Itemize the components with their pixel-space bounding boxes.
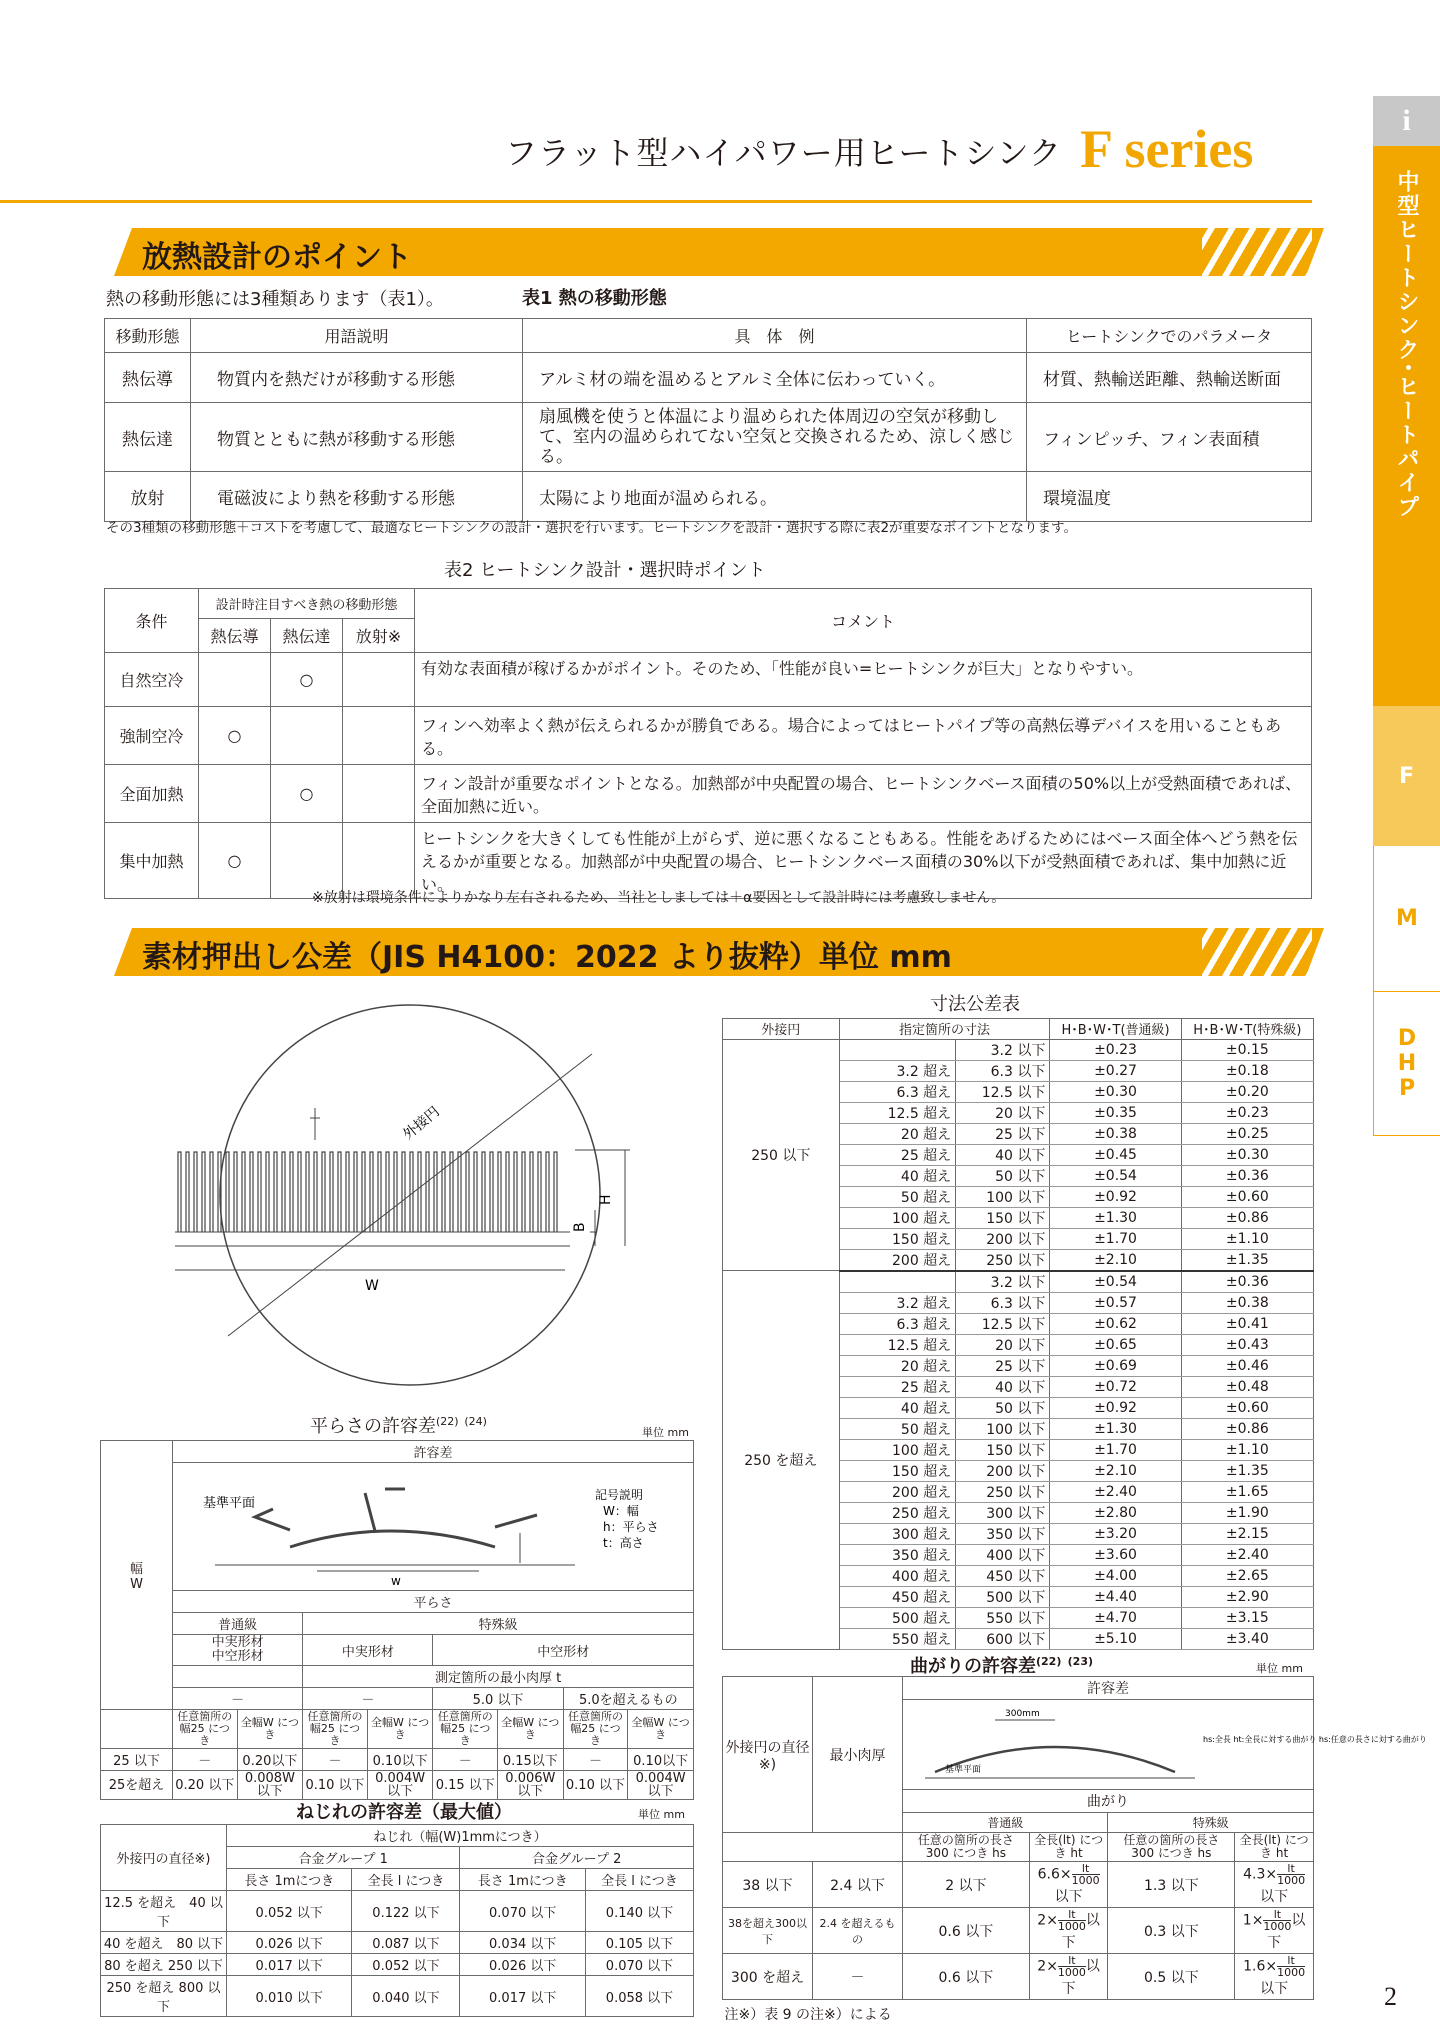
dim-row: 250 超え 300 以下 ±2.80 ±1.90	[723, 1502, 1314, 1523]
table-cell: 0.15以下	[498, 1749, 564, 1771]
side-tab-dhp[interactable]: DHP	[1373, 992, 1440, 1136]
dim-row: 250 以下 3.2 以下 ±0.23 ±0.15	[723, 1039, 1314, 1060]
table-cell: 0.006W 以下	[498, 1771, 564, 1800]
page-number: 2	[1384, 1982, 1397, 2011]
table-row: 40 を超え 80 以下 0.026 以下 0.087 以下 0.034 以下 0.105 以下	[101, 1932, 694, 1954]
diagram-h-label: H	[598, 1194, 614, 1205]
table-cell: 0.10 以下	[563, 1771, 628, 1800]
dim-group-label: 250 を超え	[723, 1271, 840, 1650]
dim-row: 25 超え 40 以下 ±0.72 ±0.48	[723, 1376, 1314, 1397]
mark: ○	[271, 653, 343, 707]
table-cell: 測定箇所の最小肉厚 t	[303, 1666, 694, 1688]
table1-caption: 表1 熱の移動形態	[522, 288, 667, 309]
dim-row: 300 超え 350 以下 ±3.20 ±2.15	[723, 1523, 1314, 1544]
th-sub: 放射※	[343, 618, 415, 652]
side-index-tab[interactable]: i	[1373, 96, 1440, 146]
bend-diagram	[905, 1702, 1427, 1788]
section-title: 放熱設計のポイント	[142, 240, 412, 275]
table-cell: －	[173, 1749, 238, 1771]
table-cell: 合金グループ 2	[460, 1847, 694, 1869]
flat-caption: 平らさの許容差$^{(22)}$ $^{(24)}$	[310, 1415, 487, 1437]
heatsink-profile-diagram	[170, 1000, 640, 1390]
table-cell: 材質、熱輸送距離、熱輸送断面	[1027, 353, 1312, 403]
svg-text:基準平面: 基準平面	[203, 1495, 256, 1511]
table-cell: 25を超え	[101, 1771, 173, 1800]
table-row: 12.5 を超え 40 以下 0.052 以下 0.122 以下 0.070 以下 0.140 以下	[101, 1891, 694, 1932]
table-cell: 扇風機を使うと体温により温められた体周辺の空気が移動して、室内の温められてない空気と交換されるため、涼しく感じる。	[523, 403, 1027, 472]
table-row: 80 を超え 250 以下 0.017 以下 0.052 以下 0.026 以下 0.070 以下	[101, 1954, 694, 1976]
width-header: 幅 W	[101, 1441, 173, 1710]
svg-text:基準平面: 基準平面	[945, 1764, 982, 1775]
table-cell: 25 以下	[101, 1749, 173, 1771]
side-tab-f[interactable]: F	[1373, 706, 1440, 846]
table-cell: 有効な表面積が稼げるかがポイント。そのため、「性能が良い=ヒートシンクが巨大」となりやすい。	[415, 653, 1312, 707]
table-row: 38を超え300以下	[723, 1908, 1314, 1954]
twist-table: 外接円の直径※) ねじれ（幅(W)1mmにつき） 合金グループ 1 合金グループ 2 長さ 1mにつき 全長 l につき 長さ 1mにつき 全長 l につき 12.5 を超え 40 以下 0.052 以下 0.122 以下 0.070 以下 0.140 以下 40 を超え 80 以下 0.026 以下 0.087 以下 0.034 以下 0.105 以下 80 を超え 250 以下 0.017 以下 0.052 以下 0.026 以下 0.070 以下 250 を超え 800 以下 0.010 以下 0.040 以下 0.017 以下 0.058 以下	[100, 1824, 694, 2017]
svg-text:t：高さ: t：高さ	[603, 1535, 644, 1550]
th-group: 設計時注目すべき熱の移動形態	[199, 589, 415, 619]
dim-row: 200 超え 250 以下 ±2.10 ±1.35	[723, 1249, 1314, 1271]
table-row: 250 を超え 800 以下 0.010 以下 0.040 以下 0.017 以下 0.058 以下	[101, 1976, 694, 2017]
section-banner-tolerance	[100, 928, 1312, 976]
table-cell: 普通級	[173, 1613, 303, 1635]
table-cell: 中空形材	[433, 1635, 694, 1666]
design-points-table	[104, 588, 1312, 899]
table-cell: 0.10以下	[367, 1749, 433, 1771]
table-cell: 0.004W 以下	[628, 1771, 694, 1800]
table2-caption: 表2 ヒートシンク設計・選択時ポイント	[444, 560, 766, 581]
dim-row: 6.3 超え 12.5 以下 ±0.30 ±0.20	[723, 1081, 1314, 1102]
th-cond: 条件	[105, 589, 199, 653]
svg-text:W：幅: W：幅	[603, 1503, 639, 1518]
dim-row: 100 超え 150 以下 ±1.70 ±1.10	[723, 1439, 1314, 1460]
mark	[199, 765, 271, 823]
diagram-w-label: W	[365, 1278, 379, 1294]
dim-row: 450 超え 500 以下 ±4.40 ±2.90	[723, 1586, 1314, 1607]
table-cell: 最小肉厚	[813, 1677, 903, 1833]
flatness-diagram-cell	[173, 1463, 694, 1591]
diagram-b-label: B	[572, 1222, 588, 1232]
dim-row: 500 超え 550 以下 ±4.70 ±3.15	[723, 1607, 1314, 1628]
dim-row: 12.5 超え 20 以下 ±0.35 ±0.23	[723, 1102, 1314, 1123]
table-cell: 曲がり	[903, 1790, 1314, 1813]
table-cell: 熱伝達	[105, 403, 191, 472]
mark	[271, 707, 343, 765]
table-cell: 全面加熱	[105, 765, 199, 823]
table-cell: 許容差	[173, 1441, 694, 1463]
table-cell: 0.20 以下	[173, 1771, 238, 1800]
table-cell: 外接円の直径 ※)	[723, 1677, 813, 1833]
intro-text: 熱の移動形態には3種類あります（表1）。	[106, 289, 444, 310]
diagram-circum-label: 外接円	[400, 1103, 443, 1144]
dim-row: 20 超え 25 以下 ±0.69 ±0.46	[723, 1355, 1314, 1376]
note-text: ※放射は環境条件によりかなり左右されるため、当社としましては＋α要因として設計時には考慮致しません。	[312, 890, 1006, 906]
th-term: 用語説明	[191, 319, 523, 353]
table-cell: フィンピッチ、フィン表面積	[1027, 403, 1312, 472]
side-tab-m[interactable]: M	[1373, 846, 1440, 992]
mark: ○	[199, 707, 271, 765]
section-title: 素材押出し公差（JIS H4100：2022 より抜粋）単位 mm	[142, 940, 952, 975]
dim-row: 150 超え 200 以下 ±1.70 ±1.10	[723, 1228, 1314, 1249]
side-category-tab[interactable]: 中型ヒートシンク･ヒートパイプ	[1373, 146, 1440, 706]
table-cell: フィン設計が重要なポイントとなる。加熱部が中央配置の場合、ヒートシンクベース面積の50%以上が受熱面積であれば、全面加熱に近い。	[415, 765, 1312, 823]
dim-row: 40 超え 50 以下 ±0.92 ±0.60	[723, 1397, 1314, 1418]
svg-text:記号説明: 記号説明	[595, 1487, 644, 1502]
table-cell: 0.10以下	[628, 1749, 694, 1771]
bend-caption: 曲がりの許容差$^{(22)}$ $^{(23)}$	[910, 1655, 1094, 1677]
table-cell: －	[303, 1749, 368, 1771]
dim-row: 550 超え 600 以下 ±5.10 ±3.40	[723, 1628, 1314, 1649]
table-cell: 熱伝導	[105, 353, 191, 403]
dim-row: 50 超え 100 以下 ±0.92 ±0.60	[723, 1186, 1314, 1207]
dim-row: 100 超え 150 以下 ±1.30 ±0.86	[723, 1207, 1314, 1228]
svg-text:300mm: 300mm	[1005, 1708, 1040, 1719]
table-cell: ヒートシンクを大きくしても性能が上がらず、逆に悪くなることもある。性能をあげるためにはベース面全体へどう熱を伝えるかが重要となる。加熱部が中央配置の場合、ヒートシンクベース面積の30%以下が受熱面積であれば、集中加熱に近い。	[415, 823, 1312, 899]
mark	[343, 765, 415, 823]
table-cell: フィンへ効率よく熱が伝えられるかが勝負である。場合によってはヒートパイプ等の高熱伝導デバイスを用いることもある。	[415, 707, 1312, 765]
note-text: 注※）表 9 の注※）による	[724, 2007, 892, 2023]
header-rule	[0, 200, 1312, 203]
mark	[343, 707, 415, 765]
table-cell: 許容差	[903, 1677, 1314, 1700]
table-cell: 物質内を熱だけが移動する形態	[191, 353, 523, 403]
th-comment: コメント	[415, 589, 1312, 653]
th-sub: 熱伝達	[271, 618, 343, 652]
svg-text:w: w	[391, 1573, 401, 1588]
dim-row: 12.5 超え 20 以下 ±0.65 ±0.43	[723, 1334, 1314, 1355]
th-param: ヒートシンクでのパラメータ	[1027, 319, 1312, 353]
table-cell: 0.004W 以下	[367, 1771, 433, 1800]
bend-table: 外接円の直径 ※) 最小肉厚 許容差 300mm 基準平面 hs:全長 ht:全長に対する曲がり hs:任意の長さに対する曲がり 曲がり 普通級 特殊級 任意の箇所の長さ 300 につき hs 全長(lt) につき ht 任意の箇所の長さ 300 につき hs 全長(lt) につき ht 38 以下 2.4 以下 2 以下 6.6× $\frac{lt}{1000}$ 以下 1.3 以下 4.3× $\frac{lt}{1000}$ 以下 2.4 を超えるもの 0.6 以下 2× $\frac{lt}{1000}$ 以下 0.3 以下 1× $\frac{lt}{1000}$ 以下 38を超え300以下 300 を超え － 0.6 以下 2× $\frac{lt}{1000}$ 以下 0.5 以下 1.6× $\frac{lt}{1000}$ 以下 注※）表 9 の注※）による	[722, 1676, 1314, 2025]
mark: ○	[271, 765, 343, 823]
table-row: 38 以下 2.4 以下 2 以下 6.6× $\frac{lt}{1000}$ 以下 1.3 以下 4.3× $\frac{lt}{1000}$ 以下	[723, 1862, 1314, 1908]
th-mode: 移動形態	[105, 319, 191, 353]
mark	[199, 653, 271, 707]
dim-row: 250 を超え 3.2 以下 ±0.54 ±0.36	[723, 1271, 1314, 1293]
twist-caption: ねじれの許容差（最大値）	[296, 1802, 512, 1823]
table-cell: 電磁波により熱を移動する形態	[191, 472, 523, 522]
table-cell: 中実形材 中空形材	[173, 1635, 303, 1666]
dim-row: 25 超え 40 以下 ±0.45 ±0.30	[723, 1144, 1314, 1165]
dim-table-caption: 寸法公差表	[930, 994, 1020, 1015]
series-name: F series	[1080, 119, 1254, 179]
table-cell: 0.008W 以下	[237, 1771, 303, 1800]
table-cell: 0.10 以下	[303, 1771, 368, 1800]
table-cell: 外接円の直径※)	[101, 1825, 227, 1891]
th-sub: 熱伝導	[199, 618, 271, 652]
table-row: 300 を超え － 0.6 以下 2× $\frac{lt}{1000}$ 以下 0.5 以下 1.6× $\frac{lt}{1000}$ 以下	[723, 1954, 1314, 2000]
page-title: フラット型ハイパワー用ヒートシンク	[505, 134, 1063, 172]
section-banner-design	[100, 228, 1312, 276]
table-cell: －	[433, 1749, 498, 1771]
table-cell: 自然空冷	[105, 653, 199, 707]
table-cell: 集中加熱	[105, 823, 199, 899]
th-example: 具 体 例	[523, 319, 1027, 353]
table-cell: 0.15 以下	[433, 1771, 498, 1800]
table-cell: －	[563, 1749, 628, 1771]
svg-text:hs:全長 ht:全長に対する曲がり hs:任意の長さに対す: hs:全長 ht:全長に対する曲がり hs:任意の長さに対する曲がり	[1203, 1734, 1427, 1744]
flatness-table: 幅 W 許容差 基準平面 w 記号説明 W：幅 h：平らさ t：高さ 平らさ 普通級 特殊級 中実形材 中空形材 中実形材 中空形材 測定箇所の最小肉厚 t － － 5.0 以下 5.0を超えるもの 任意箇所の幅25 につき 全幅W につき 任意箇所の幅25 につき 全幅W につき 任意箇所の幅25 につき 全幅W につき 任意箇所の幅25 につき 全幅W につき 25 以下 － 0.20以下 － 0.10以下 － 0.15以下 － 0.10以下 25を超え 0.20 以下 0.008W 以下 0.10 以下 0.004W 以下 0.15 以下 0.006W 以下 0.10 以下 0.004W 以下	[100, 1440, 694, 1800]
table-cell: 太陽により地面が温められる。	[523, 472, 1027, 522]
mark	[343, 653, 415, 707]
table-cell: 特殊級	[303, 1613, 694, 1635]
table-cell: 中実形材	[303, 1635, 433, 1666]
mark: ○	[199, 823, 271, 899]
unit-label: 単位 mm	[642, 1426, 689, 1439]
svg-text:h：平らさ: h：平らさ	[603, 1519, 659, 1534]
note-text: その3種類の移動形態＋コストを考慮して、最適なヒートシンクの設計・選択を行います。ヒートシンクを設計・選択する際に表2が重要なポイントとなります。	[106, 520, 1077, 536]
unit-label: 単位 mm	[1256, 1662, 1303, 1675]
table-cell: 物質とともに熱が移動する形態	[191, 403, 523, 472]
table-cell: 強制空冷	[105, 707, 199, 765]
table-cell: 平らさ	[173, 1591, 694, 1613]
table-cell: 合金グループ 1	[227, 1847, 460, 1869]
dim-row: 150 超え 200 以下 ±2.10 ±1.35	[723, 1460, 1314, 1481]
dim-row: 3.2 超え 6.3 以下 ±0.27 ±0.18	[723, 1060, 1314, 1081]
dim-row: 6.3 超え 12.5 以下 ±0.62 ±0.41	[723, 1313, 1314, 1334]
table-cell: ねじれ（幅(W)1mmにつき）	[227, 1825, 694, 1847]
table-cell: 放射	[105, 472, 191, 522]
unit-label: 単位 mm	[638, 1808, 685, 1821]
dim-row: 20 超え 25 以下 ±0.38 ±0.25	[723, 1123, 1314, 1144]
dim-row: 350 超え 400 以下 ±3.60 ±2.40	[723, 1544, 1314, 1565]
dimension-tolerance-table: 外接円 指定箇所の寸法 H･B･W･T(普通級) H･B･W･T(特殊級) 250 以下 3.2 以下 ±0.23 ±0.15 3.2 超え 6.3 以下 ±0.27 ±0.18 6.3 超え 12.5 以下 ±0.30 ±0.20 12.5 超え 20 以下 ±0.35 ±0.23 20 超え 25 以下 ±0.38 ±0.25 25 超え 40 以下 ±0.45 ±0.30 40 超え 50 以下 ±0.54 ±0.36 50 超え 100 以下 ±0.92 ±0.60 100 超え 150 以下 ±1.30 ±0.86 150 超え 200 以下 ±1.70 ±1.10 200 超え 250 以下 ±2.10 ±1.35 250 を超え 3.2 以下 ±0.54 ±0.36 3.2 超え 6.3 以下 ±0.57 ±0.38 6.3 超え 12.5 以下 ±0.62 ±0.41 12.5 超え 20 以下 ±0.65 ±0.43 20 超え 25 以下 ±0.69 ±0.46 25 超え 40 以下 ±0.72 ±0.48 40 超え 50 以下 ±0.92 ±0.60 50 超え 100 以下 ±1.30 ±0.86 100 超え 150 以下 ±1.70 ±1.10 150 超え 200 以下 ±2.10 ±1.35 200 超え 250 以下 ±2.40 ±1.65 250 超え 300 以下 ±2.80 ±1.90 300 超え 350 以下 ±3.20 ±2.15 350 超え 400 以下 ±3.60 ±2.40 400 超え 450 以下 ±4.00 ±2.65 450 超え 500 以下 ±4.40 ±2.90 500 超え 550 以下 ±4.70 ±3.15 550 超え 600 以下 ±5.10 ±3.40	[722, 1018, 1314, 1650]
flatness-diagram	[175, 1465, 685, 1589]
dim-row: 400 超え 450 以下 ±4.00 ±2.65	[723, 1565, 1314, 1586]
table-cell: 環境温度	[1027, 472, 1312, 522]
dim-group-label: 250 以下	[723, 1039, 840, 1271]
table-cell: 0.20以下	[237, 1749, 303, 1771]
dim-row: 40 超え 50 以下 ±0.54 ±0.36	[723, 1165, 1314, 1186]
dim-row: 50 超え 100 以下 ±1.30 ±0.86	[723, 1418, 1314, 1439]
dim-row: 200 超え 250 以下 ±2.40 ±1.65	[723, 1481, 1314, 1502]
dim-row: 3.2 超え 6.3 以下 ±0.57 ±0.38	[723, 1292, 1314, 1313]
table-cell: アルミ材の端を温めるとアルミ全体に伝わっていく。	[523, 353, 1027, 403]
heat-transfer-table	[104, 318, 1312, 522]
